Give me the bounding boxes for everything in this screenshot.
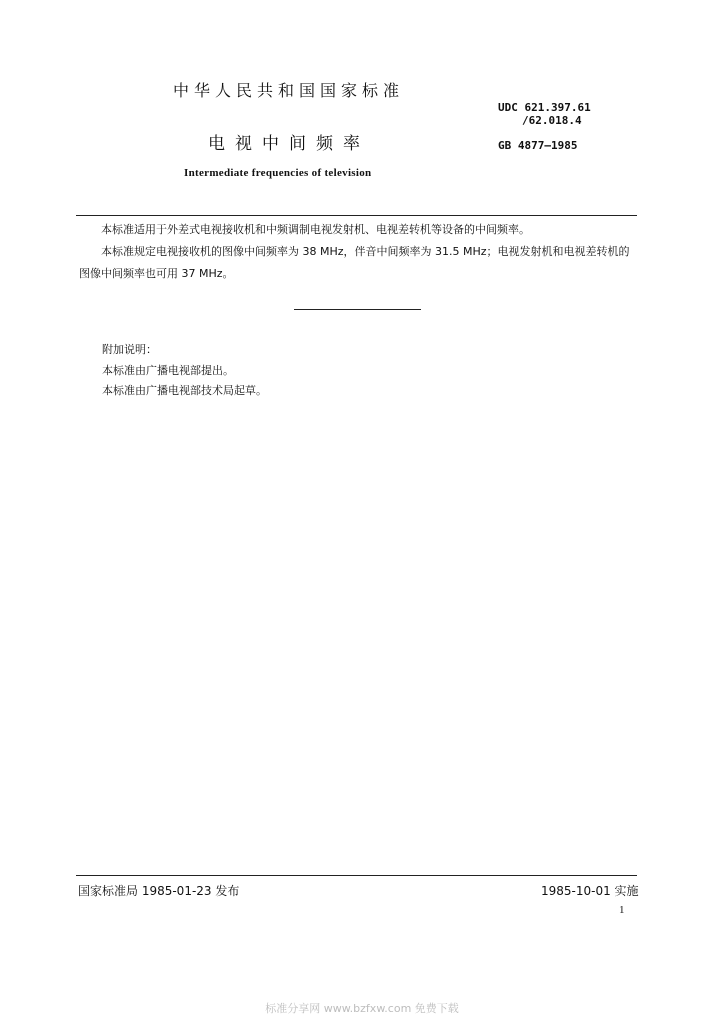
standard-title-chinese: 电视中间频率 (208, 134, 370, 154)
additional-notes-heading: 附加说明： (102, 343, 157, 356)
udc-code: UDC 621.397.61 (498, 101, 591, 114)
site-watermark: 标准分享网 www.bzfxw.com 免费下载 (265, 1002, 459, 1015)
body-paragraph-scope (79, 219, 635, 241)
page-number: 1 (619, 904, 625, 916)
gb-standard-number: GB 4877—1985 (498, 139, 578, 152)
body-paragraph-frequencies (79, 241, 635, 285)
issue-date: 国家标准局 1985-01-23 发布 (78, 884, 240, 898)
top-divider (76, 215, 637, 216)
bottom-divider (76, 875, 637, 876)
note-drafter: 本标准由广播电视部技术局起草。 (102, 384, 267, 397)
paragraph-text: 本标准规定电视接收机的图像中间频率为 38 MHz，伴音中间频率为 31.5 MHz；电视发射机和电视差转机的图像中间频率也可用 37 MHz。 (79, 245, 630, 280)
paragraph-text: 本标准适用于外差式电视接收机和中频调制电视发射机、电视差转机等设备的中间频率。 (101, 223, 530, 236)
national-standard-heading: 中华人民共和国国家标准 (173, 81, 405, 100)
note-proposer: 本标准由广播电视部提出。 (102, 364, 234, 377)
standard-title-english: Intermediate frequencies of television (184, 167, 372, 179)
udc-code-continued: /62.018.4 (522, 114, 582, 127)
end-of-text-rule (294, 309, 421, 310)
implementation-date: 1985-10-01 实施 (541, 884, 639, 898)
